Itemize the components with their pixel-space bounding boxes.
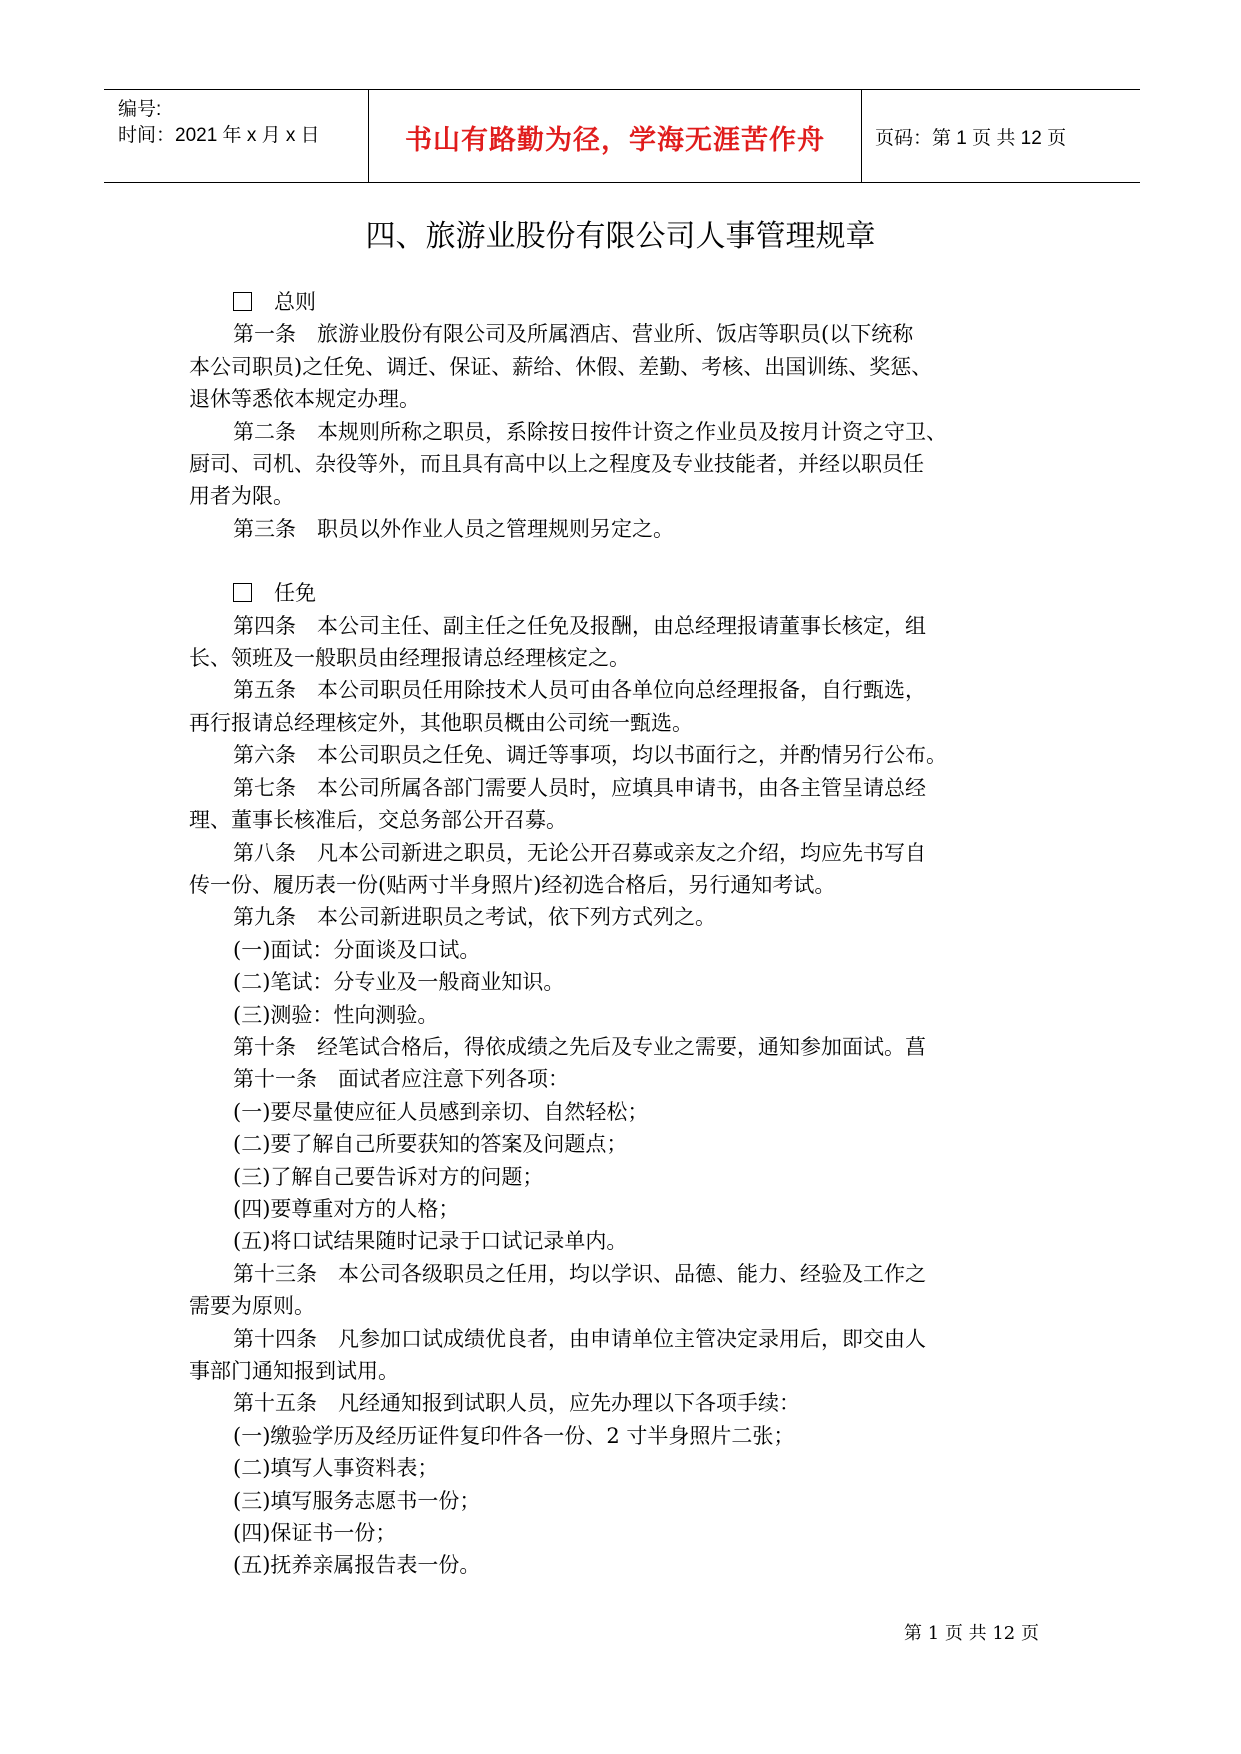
paragraph-line: 需要为原则。 — [189, 1294, 315, 1319]
serial-label: 编号: — [118, 99, 162, 120]
section-heading-text: 任免 — [274, 581, 316, 606]
header-meta — [104, 90, 368, 182]
paragraph-line: (一)面试：分面谈及口试。 — [233, 937, 481, 962]
paragraph-line: 长、领班及一般职员由经理报请总经理核定之。 — [189, 646, 630, 671]
header-page-cell — [861, 90, 1140, 182]
paragraph-line: 第六条 本公司职员之任免、调迁等事项，均以书面行之，并酌情另行公布。 — [233, 743, 947, 768]
paragraph-line: 传一份、履历表一份(贴两寸半身照片)经初选合格后，另行通知考试。 — [189, 872, 836, 897]
paragraph-line: 厨司、司机、杂役等外，而且具有高中以上之程度及专业技能者，并经以职员任 — [189, 452, 924, 477]
paragraph-line: 第八条 凡本公司新进之职员，无论公开召募或亲友之介绍，均应先书写自 — [233, 840, 926, 865]
page-footer: 第 1 页 共 12 页 — [904, 1623, 1039, 1644]
paragraph-line: (三)测验：性向测验。 — [233, 1002, 439, 1027]
document-body — [189, 286, 1069, 1582]
paragraph-line: 第四条 本公司主任、副主任之任免及报酬，由总经理报请董事长核定，组 — [233, 613, 926, 638]
paragraph-line: (二)要了解自己所要获知的答案及问题点； — [233, 1132, 628, 1157]
paragraph-line: (五)抚养亲属报告表一份。 — [233, 1553, 481, 1578]
paragraph-line: 第十条 经笔试合格后，得依成绩之先后及专业之需要，通知参加面试。菖 — [233, 1034, 926, 1059]
paragraph-line: (三)填写服务志愿书一份； — [233, 1488, 481, 1513]
paragraph-line: 第七条 本公司所属各部门需要人员时，应填具申请书，由各主管呈请总经 — [233, 775, 926, 800]
paragraph-line: 第二条 本规则所称之职员，系除按日按件计资之作业员及按月计资之守卫、 — [233, 419, 947, 444]
paragraph-line: 第一条 旅游业股份有限公司及所属酒店、营业所、饭店等职员(以下统称 — [233, 322, 914, 347]
paragraph-line: 第十一条 面试者应注意下列各项： — [233, 1067, 569, 1092]
paragraph-line: (一)缴验学历及经历证件复印件各一份、2 寸半身照片二张； — [233, 1423, 795, 1448]
paragraph-line: 第九条 本公司新进职员之考试，依下列方式列之。 — [233, 905, 716, 930]
checkbox-square-icon — [233, 292, 252, 311]
section-heading-text: 总则 — [274, 290, 316, 314]
paragraph-line: 本公司职员)之任免、调迁、保证、薪给、休假、差勤、考核、出国训练、奖惩、 — [189, 354, 933, 379]
paragraph-line: (五)将口试结果随时记录于口试记录单内。 — [233, 1229, 628, 1254]
section-gap — [189, 545, 1069, 577]
paragraph-line: (三)了解自己要告诉对方的问题； — [233, 1164, 544, 1189]
motto: 书山有路勤为径，学海无涯苦作舟 — [405, 125, 825, 156]
paragraph-line: 第三条 职员以外作业人员之管理规则另定之。 — [233, 516, 674, 541]
paragraph-line: 第十五条 凡经通知报到试职人员，应先办理以下各项手续： — [233, 1391, 800, 1416]
paragraph-line: 用者为限。 — [189, 484, 294, 509]
header-motto-cell — [368, 90, 862, 182]
paragraph-line: 退休等悉依本规定办理。 — [189, 387, 420, 412]
time-label: 时间：2021 年 x 月 x 日 — [118, 125, 320, 146]
paragraph-line: (二)填写人事资料表； — [233, 1456, 439, 1481]
paragraph-line: 事部门通知报到试用。 — [189, 1359, 399, 1383]
paragraph-line: (四)保证书一份； — [233, 1521, 397, 1546]
checkbox-square-icon — [233, 583, 252, 602]
paragraph-line: (二)笔试：分专业及一般商业知识。 — [233, 970, 565, 995]
paragraph-line: (一)要尽量使应征人员感到亲切、自然轻松； — [233, 1099, 649, 1124]
paragraph-line: 第十三条 本公司各级职员之任用，均以学识、品德、能力、经验及工作之 — [233, 1261, 926, 1286]
paragraph-line: 理、董事长核准后，交总务部公开召募。 — [189, 808, 567, 833]
document-title: 四、旅游业股份有限公司人事管理规章 — [365, 219, 876, 254]
page-info: 页码：第 1 页 共 12 页 — [875, 128, 1067, 149]
section-heading — [189, 286, 1069, 318]
paragraph-line: (四)要尊重对方的人格； — [233, 1196, 460, 1221]
paragraph-line: 再行报请总经理核定外，其他职员概由公司统一甄选。 — [189, 710, 693, 735]
paragraph-line: 第十四条 凡参加口试成绩优良者，由申请单位主管决定录用后，即交由人 — [233, 1326, 926, 1351]
section-heading — [189, 577, 1069, 609]
paragraph-line: 第五条 本公司职员任用除技术人员可由各单位向总经理报备，自行甄选， — [233, 678, 926, 703]
page-header — [104, 89, 1140, 183]
